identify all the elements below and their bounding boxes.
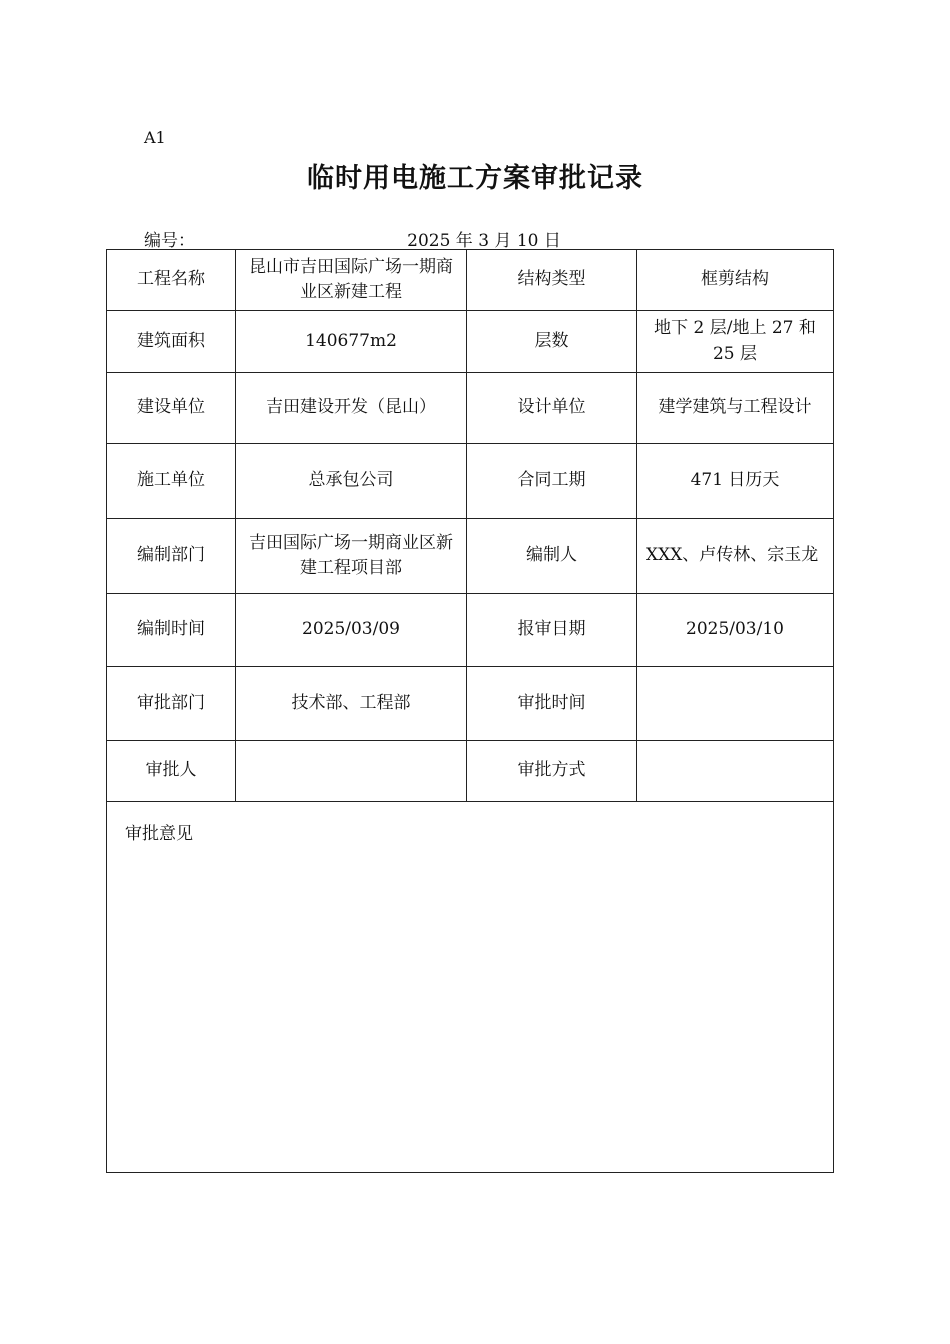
label-floors: 层数: [467, 311, 637, 373]
number-label: 编号：: [144, 231, 195, 251]
value-project-name: 昆山市吉田国际广场一期商业区新建工程: [236, 250, 467, 311]
value-approval-method[interactable]: [637, 741, 834, 802]
label-submit-date: 报审日期: [467, 594, 637, 667]
value-prepared-dept: 吉田国际广场一期商业区新建工程项目部: [236, 519, 467, 594]
value-structure-type: 框剪结构: [637, 250, 834, 311]
value-approval-dept: 技术部、工程部: [236, 667, 467, 741]
label-approver: 审批人: [107, 741, 236, 802]
label-structure-type: 结构类型: [467, 250, 637, 311]
table-row: [107, 741, 834, 802]
approval-opinion-label: 审批意见: [125, 824, 193, 844]
value-prepared-date: 2025/03/09: [236, 594, 467, 667]
label-approval-time: 审批时间: [467, 667, 637, 741]
table-row: [107, 667, 834, 741]
page-title: 临时用电施工方案审批记录: [307, 163, 643, 194]
approval-opinion-box[interactable]: [107, 802, 834, 1173]
label-approval-dept: 审批部门: [107, 667, 236, 741]
label-approval-method: 审批方式: [467, 741, 637, 802]
label-prepared-date: 编制时间: [107, 594, 236, 667]
table-row: [107, 373, 834, 444]
value-contract-period: 471 日历天: [637, 444, 834, 519]
label-contractor: 施工单位: [107, 444, 236, 519]
label-building-area: 建筑面积: [107, 311, 236, 373]
value-building-area: 140677m2: [236, 311, 467, 373]
table-row: [107, 311, 834, 373]
value-approval-time[interactable]: [637, 667, 834, 741]
label-prepared-dept: 编制部门: [107, 519, 236, 594]
value-submit-date: 2025/03/10: [637, 594, 834, 667]
value-contractor: 总承包公司: [236, 444, 467, 519]
label-contract-period: 合同工期: [467, 444, 637, 519]
label-preparer: 编制人: [467, 519, 637, 594]
value-design-unit: 建学建筑与工程设计: [637, 373, 834, 444]
table-row: [107, 250, 834, 311]
approval-table: [106, 249, 834, 1173]
table-row: [107, 444, 834, 519]
opinion-row: [107, 802, 834, 1173]
record-date: 2025 年 3 月 10 日: [407, 231, 561, 251]
form-code: A1: [144, 128, 166, 147]
label-project-name: 工程名称: [107, 250, 236, 311]
value-preparer: XXX、卢传林、宗玉龙: [637, 519, 834, 594]
value-floors: 地下 2 层/地上 27 和 25 层: [637, 311, 834, 373]
label-design-unit: 设计单位: [467, 373, 637, 444]
label-developer: 建设单位: [107, 373, 236, 444]
value-approver[interactable]: [236, 741, 467, 802]
value-developer: 吉田建设开发（昆山）: [236, 373, 467, 444]
table-row: [107, 594, 834, 667]
table-row: [107, 519, 834, 594]
